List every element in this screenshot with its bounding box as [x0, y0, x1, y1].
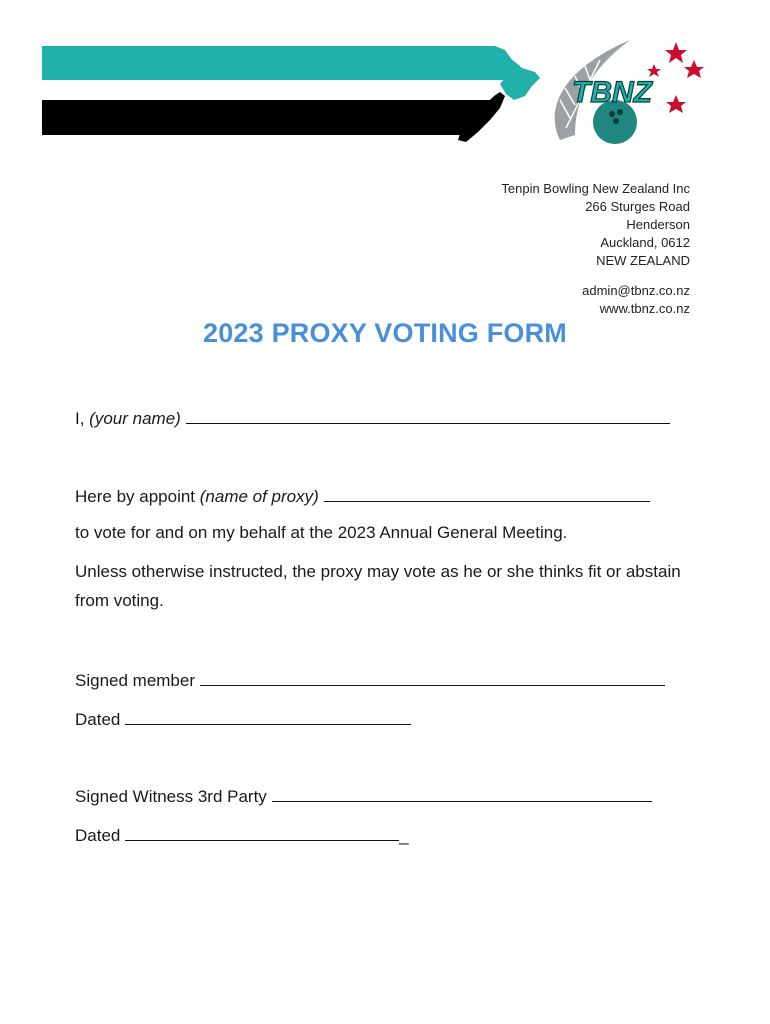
appoint-row: Here by appoint (name of proxy) [75, 483, 650, 508]
website[interactable]: www.tbnz.co.nz [599, 301, 690, 316]
suburb: Henderson [626, 217, 690, 232]
address-block [501, 180, 690, 318]
dated-field-1[interactable] [125, 706, 411, 725]
proxy-name-field[interactable] [324, 483, 650, 502]
your-name-field[interactable] [186, 405, 670, 424]
dated-row-1: Dated [75, 706, 411, 731]
star-icons [647, 42, 704, 113]
country: NEW ZEALAND [596, 253, 690, 268]
email[interactable]: admin@tbnz.co.nz [582, 283, 690, 298]
form-title: 2023 PROXY VOTING FORM [203, 318, 567, 348]
logo-text: TBNZ [572, 76, 652, 109]
header-banner [0, 0, 770, 170]
signed-member-row: Signed member [75, 667, 665, 692]
dated-field-2[interactable] [125, 822, 399, 841]
behalf-text: to vote for and on my behalf at the 2023 Annual General Meeting. [75, 523, 568, 542]
org-name: Tenpin Bowling New Zealand Inc [501, 181, 690, 196]
teal-stripe [42, 46, 520, 80]
unless-text: Unless otherwise instructed, the proxy may vote as he or she thinks fit or abstain from voting. [75, 562, 681, 610]
street: 266 Sturges Road [585, 199, 690, 214]
black-stripe [42, 100, 500, 135]
signed-witness-field[interactable] [272, 783, 652, 802]
city: Auckland, 0612 [600, 235, 690, 250]
signed-member-field[interactable] [200, 667, 665, 686]
signed-witness-row: Signed Witness 3rd Party [75, 783, 652, 808]
your-name-row: I, (your name) [75, 405, 670, 430]
dated-row-2: Dated _ [75, 822, 409, 847]
